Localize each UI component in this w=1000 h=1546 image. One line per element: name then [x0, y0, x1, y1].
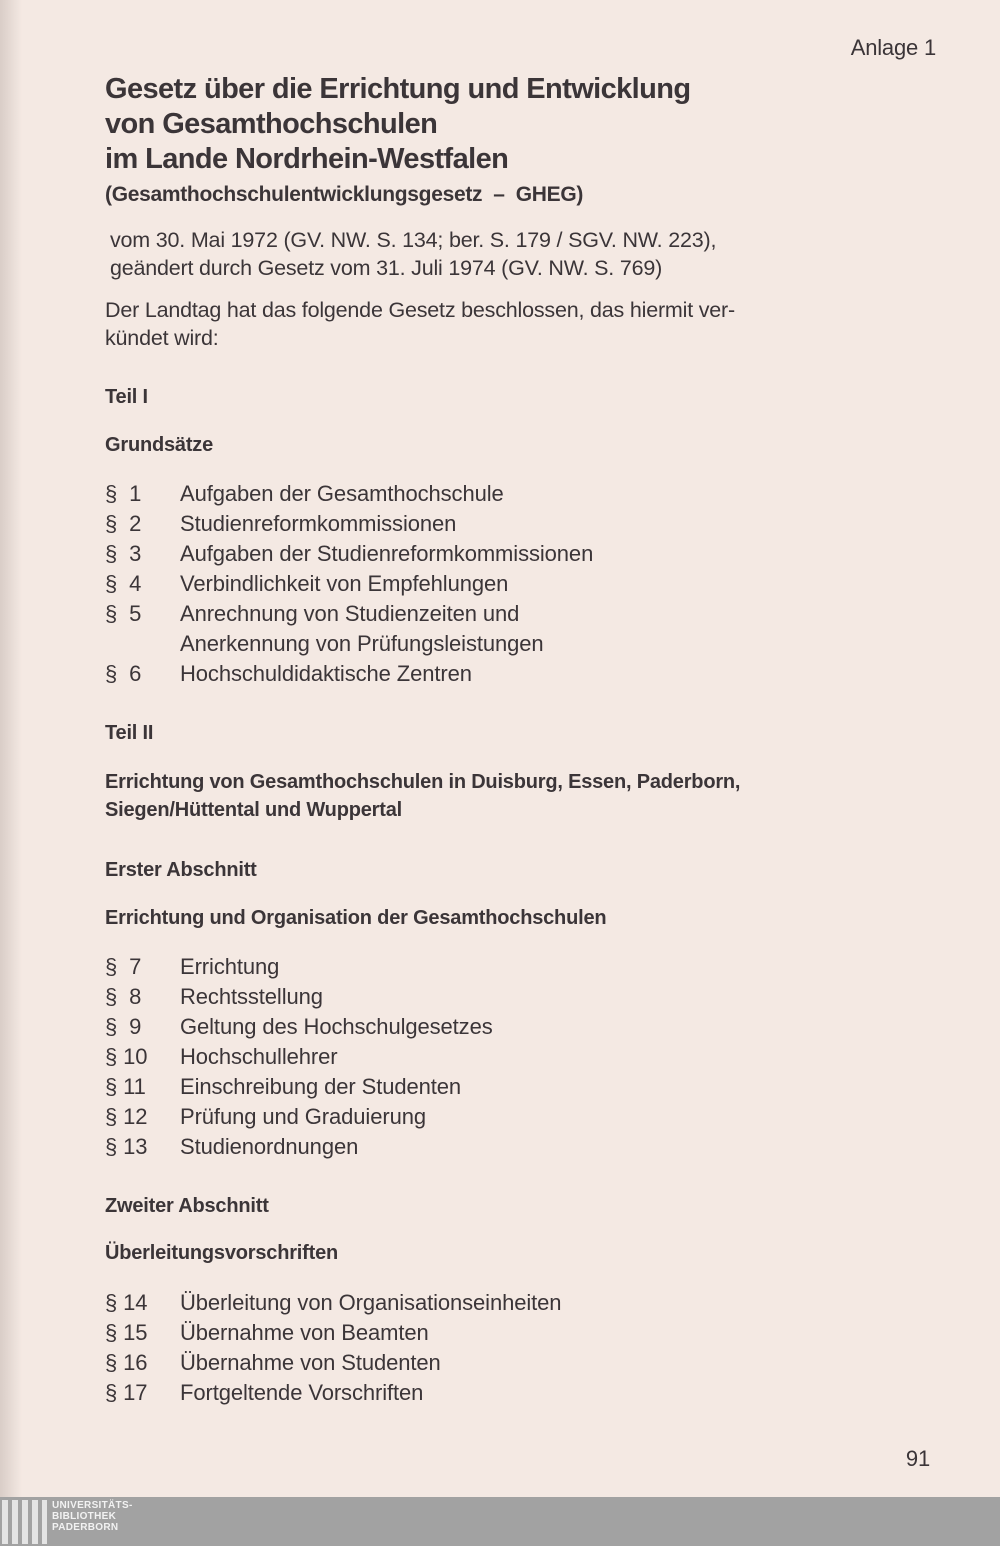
- list-item: [105, 1132, 493, 1162]
- section-title: Aufgaben der Studienreformkommissionen: [180, 541, 594, 566]
- section-number: § 4: [105, 571, 142, 596]
- section-number: § 9: [105, 1014, 142, 1039]
- section-title: Überleitung von Organisationseinheiten: [180, 1290, 562, 1315]
- logo-line: PADERBORN: [52, 1522, 119, 1533]
- section-number: § 15: [105, 1320, 148, 1345]
- section-title: Übernahme von Beamten: [180, 1320, 429, 1345]
- abschnitt1-heading: Erster Abschnitt: [105, 859, 257, 881]
- library-logo-icon: [2, 1500, 47, 1544]
- date-line: geändert durch Gesetz vom 31. Juli 1974 (GV. NW. S. 769): [110, 256, 663, 280]
- section-number: § 11: [105, 1074, 146, 1099]
- section-number: § 12: [105, 1104, 148, 1129]
- annex-label: Anlage 1: [850, 35, 936, 60]
- page-edge-shadow: [0, 0, 22, 1497]
- list-item: [105, 1318, 561, 1348]
- section-number: § 17: [105, 1380, 148, 1405]
- section-number: § 10: [105, 1044, 148, 1069]
- teil1-subheading: Grundsätze: [105, 434, 214, 456]
- preamble-line: kündet wird:: [105, 326, 219, 350]
- section-title: Fortgeltende Vorschriften: [180, 1380, 424, 1405]
- preamble: [105, 296, 735, 352]
- list-item: [105, 599, 593, 629]
- title-line: im Lande Nordrhein-Westfalen: [105, 143, 509, 175]
- abschnitt2-contents: [105, 1288, 561, 1408]
- list-item: [105, 1378, 561, 1408]
- section-title: Rechtsstellung: [180, 984, 323, 1009]
- title-line: von Gesamthochschulen: [105, 108, 438, 140]
- title-line: Gesetz über die Errichtung und Entwicklung: [105, 73, 691, 105]
- abschnitt1-contents: [105, 952, 493, 1162]
- list-item: [105, 982, 493, 1012]
- section-number: § 3: [105, 541, 142, 566]
- list-item: [105, 479, 593, 509]
- list-item: [105, 659, 593, 689]
- list-item: [105, 539, 593, 569]
- section-title: Prüfung und Graduierung: [180, 1104, 426, 1129]
- section-title: Studienreformkommissionen: [180, 511, 457, 536]
- section-number: § 2: [105, 511, 142, 536]
- abschnitt2-subheading: Überleitungsvorschriften: [105, 1242, 339, 1264]
- section-number: § 7: [105, 954, 142, 979]
- page-number: 91: [905, 1446, 930, 1471]
- list-item: [105, 1102, 493, 1132]
- teil1-contents: [105, 479, 593, 689]
- section-number: § 5: [105, 601, 142, 626]
- section-title: Errichtung: [180, 954, 280, 979]
- section-number: § 16: [105, 1350, 148, 1375]
- section-title: Studienordnungen: [180, 1134, 359, 1159]
- logo-line: BIBLIOTHEK: [52, 1511, 117, 1522]
- library-logo-text: [52, 1500, 133, 1533]
- section-title: Übernahme von Studenten: [180, 1350, 441, 1375]
- law-dates: [110, 226, 716, 282]
- list-item: [105, 1042, 493, 1072]
- list-item: [105, 509, 593, 539]
- library-footer-bar: [0, 1497, 1000, 1546]
- list-item: [105, 952, 493, 982]
- section-title: Hochschullehrer: [180, 1044, 338, 1069]
- section-number: § 13: [105, 1134, 148, 1159]
- subheading-line: Errichtung von Gesamthochschulen in Duisburg, Essen, Paderborn,: [105, 771, 741, 793]
- section-title: Anerkennung von Prüfungsleistungen: [180, 631, 544, 656]
- section-title: Verbindlichkeit von Empfehlungen: [180, 571, 509, 596]
- preamble-line: Der Landtag hat das folgende Gesetz beschlossen, das hiermit ver-: [105, 298, 735, 322]
- section-title: Aufgaben der Gesamthochschule: [180, 481, 504, 506]
- section-number: § 14: [105, 1290, 148, 1315]
- section-number: § 8: [105, 984, 142, 1009]
- subheading-line: Siegen/Hüttental und Wuppertal: [105, 799, 402, 821]
- list-item: [105, 1288, 561, 1318]
- list-item: [105, 1012, 493, 1042]
- section-title: Hochschuldidaktische Zentren: [180, 661, 472, 686]
- teil1-heading: Teil I: [105, 386, 148, 408]
- date-line: vom 30. Mai 1972 (GV. NW. S. 134; ber. S. 179 / SGV. NW. 223),: [110, 228, 717, 252]
- section-title: Einschreibung der Studenten: [180, 1074, 462, 1099]
- list-item: [105, 1348, 561, 1378]
- abschnitt2-heading: Zweiter Abschnitt: [105, 1195, 269, 1217]
- list-item: [105, 569, 593, 599]
- section-number: § 6: [105, 661, 142, 686]
- law-title: [105, 72, 690, 177]
- teil2-subheading: [105, 768, 740, 824]
- section-number: § 1: [105, 481, 142, 506]
- logo-line: UNIVERSITÄTS-: [52, 1500, 133, 1511]
- section-title: Geltung des Hochschulgesetzes: [180, 1014, 493, 1039]
- section-title: Anrechnung von Studienzeiten und: [180, 601, 520, 626]
- list-item: [105, 1072, 493, 1102]
- abschnitt1-subheading: Errichtung und Organisation der Gesamthochschulen: [105, 907, 607, 929]
- section-number: [105, 629, 180, 659]
- law-short-title: (Gesamthochschulentwicklungsgesetz – GHEG): [105, 183, 584, 206]
- teil2-heading: Teil II: [105, 722, 154, 744]
- list-item: [105, 629, 593, 659]
